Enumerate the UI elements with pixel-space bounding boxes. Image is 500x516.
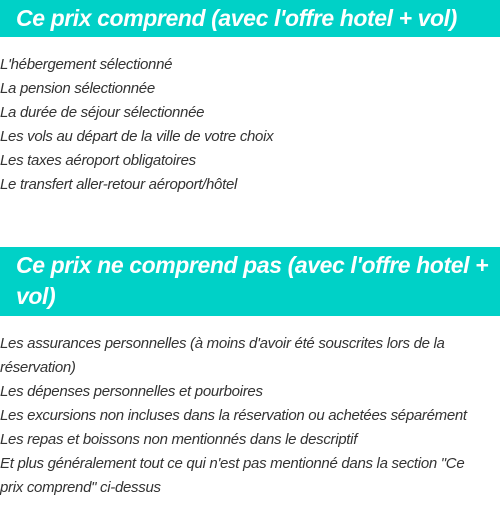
includes-list-item: Les vols au départ de la ville de votre choix — [0, 128, 274, 145]
includes-list-item: L'hébergement sélectionné — [0, 56, 173, 73]
excludes-list-item: Les assurances personnelles (à moins d'avoir été souscrites lors de la réservation) — [0, 335, 445, 376]
excludes-list-item: Les repas et boissons non mentionnés dans le descriptif — [0, 431, 358, 448]
includes-list-item: Le transfert aller-retour aéroport/hôtel — [0, 176, 238, 193]
includes-list-item: La pension sélectionnée — [0, 80, 155, 97]
includes-section-title: Ce prix comprend (avec l'offre hotel + vol) — [0, 0, 500, 37]
excludes-list — [0, 332, 500, 500]
excludes-list-item: Les excursions non incluses dans la réservation ou achetées séparément — [0, 407, 467, 424]
includes-list-item: La durée de séjour sélectionnée — [0, 104, 205, 121]
excludes-list-item: Les dépenses personnelles et pourboires — [0, 383, 263, 400]
excludes-list-item: Et plus généralement tout ce qui n'est pas mentionné dans la section "Ce prix comprend" ci-dessus — [0, 455, 465, 496]
includes-list — [0, 53, 500, 197]
includes-list-item: Les taxes aéroport obligatoires — [0, 152, 196, 169]
excludes-section-title: Ce prix ne comprend pas (avec l'offre hotel + vol) — [0, 247, 500, 316]
